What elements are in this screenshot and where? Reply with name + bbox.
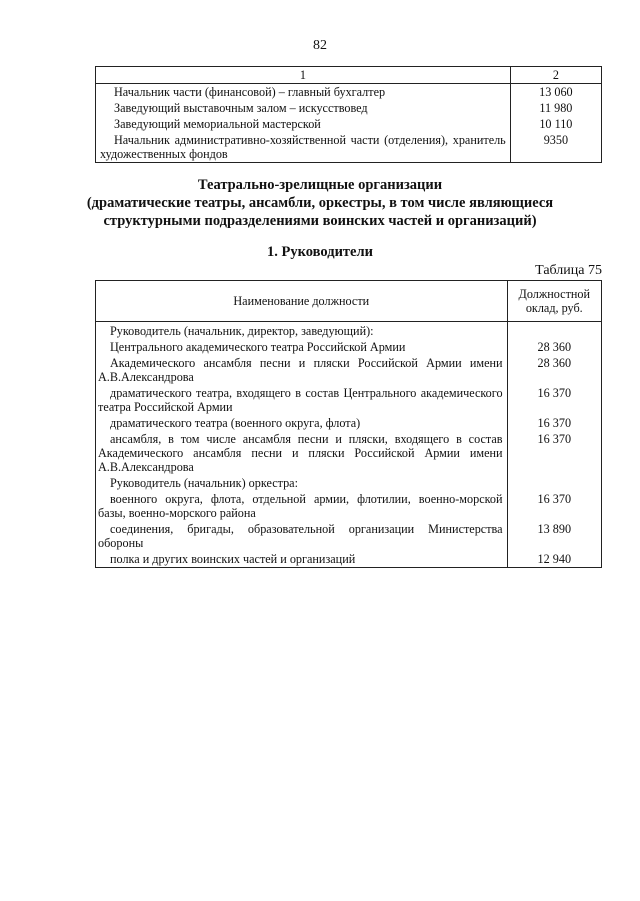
position-cell: соединения, бригады, образовательной организации Министерства обороны — [96, 521, 508, 551]
position-cell: Руководитель (начальник) оркестра: — [96, 475, 508, 491]
section-title — [0, 176, 640, 230]
salary-cell — [507, 322, 601, 340]
position-cell: Начальник административно-хозяйственной части (отделения), хранитель художественных фондов — [96, 132, 511, 163]
salary-header-line: Должностной — [518, 287, 591, 301]
position-cell: драматического театра, входящего в состав Центрального академического театра Российской Армии — [96, 385, 508, 415]
salary-cell: 28 360 — [507, 339, 601, 355]
table-row — [96, 355, 602, 385]
salary-cell: 13 060 — [510, 84, 601, 101]
salary-cell — [507, 475, 601, 491]
salary-cell: 28 360 — [507, 355, 601, 385]
subsection-title: 1. Руководители — [267, 244, 373, 260]
table-row — [96, 339, 602, 355]
column-number-1: 1 — [96, 67, 511, 84]
section-title-line: Театрально-зрелищные организации — [197, 177, 443, 193]
position-cell: ансамбля, в том числе ансамбля песни и пляски, входящего в состав Академического ансамбля песни и пляски Российской Армии имени А.В.Александрова — [96, 431, 508, 475]
salary-cell: 16 370 — [507, 431, 601, 475]
salary-cell: 16 370 — [507, 415, 601, 431]
table-row — [96, 415, 602, 431]
table-row — [96, 385, 602, 415]
salary-cell: 11 980 — [510, 100, 601, 116]
salary-column-header — [507, 281, 601, 322]
table-row — [96, 475, 602, 491]
position-cell: Заведующий выставочным залом – искусствовед — [96, 100, 511, 116]
salary-table-continued — [95, 66, 602, 163]
position-cell: Академического ансамбля песни и пляски Российской Армии имени А.В.Александрова — [96, 355, 508, 385]
salary-cell: 16 370 — [507, 385, 601, 415]
position-cell: военного округа, флота, отдельной армии, флотилии, военно-морской базы, военно-морского района — [96, 491, 508, 521]
table-row — [96, 491, 602, 521]
table-header-row — [96, 281, 602, 322]
table-row — [96, 521, 602, 551]
table-row — [96, 116, 602, 132]
table-label: Таблица 75 — [535, 263, 602, 278]
page-number: 82 — [313, 38, 327, 53]
section-title-line: структурными подразделениями воинских частей и организаций) — [103, 213, 537, 229]
column-number-2: 2 — [510, 67, 601, 84]
table-row — [96, 132, 602, 163]
position-cell: полка и других воинских частей и организаций — [96, 551, 508, 568]
table-row — [96, 100, 602, 116]
position-cell: драматического театра (военного округа, флота) — [96, 415, 508, 431]
position-cell: Центрального академического театра Российской Армии — [96, 339, 508, 355]
table-row — [96, 322, 602, 340]
salary-cell: 10 110 — [510, 116, 601, 132]
table-row — [96, 84, 602, 101]
salary-header-line: оклад, руб. — [525, 301, 583, 315]
salary-table-75 — [95, 280, 602, 568]
salary-cell: 12 940 — [507, 551, 601, 568]
position-column-header: Наименование должности — [96, 281, 508, 322]
position-cell: Заведующий мемориальной мастерской — [96, 116, 511, 132]
salary-cell: 13 890 — [507, 521, 601, 551]
table-header-row — [96, 67, 602, 84]
position-cell: Руководитель (начальник, директор, заведующий): — [96, 322, 508, 340]
table-row — [96, 551, 602, 568]
salary-cell: 9350 — [510, 132, 601, 163]
table-row — [96, 431, 602, 475]
position-cell: Начальник части (финансовой) – главный бухгалтер — [96, 84, 511, 101]
salary-cell: 16 370 — [507, 491, 601, 521]
section-title-line: (драматические театры, ансамбли, оркестры, в том числе являющиеся — [86, 195, 554, 211]
